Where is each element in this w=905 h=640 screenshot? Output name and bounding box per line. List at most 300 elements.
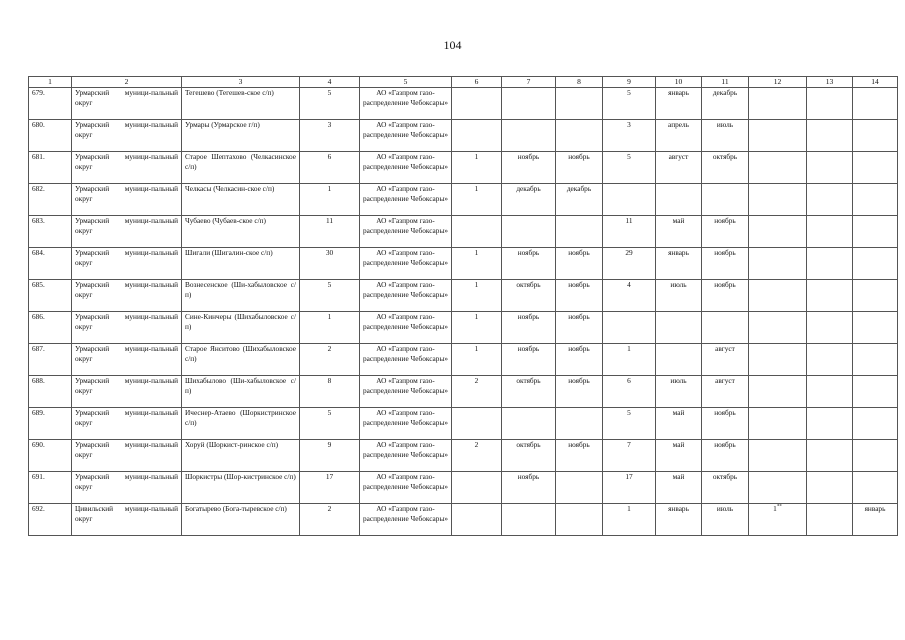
column-number-12: 12	[749, 77, 807, 88]
settlement-cell	[182, 120, 300, 152]
col7-cell	[502, 88, 556, 120]
col13-cell	[807, 88, 853, 120]
col9-cell-text: 3	[627, 120, 631, 129]
col9-cell-text: 7	[627, 440, 631, 449]
district-cell-text: Цивильский муници-пальный округ	[75, 504, 178, 523]
col6-cell-text: 1	[474, 312, 479, 321]
footnote-mark: **	[776, 504, 782, 510]
households-total-cell	[300, 408, 360, 440]
col8-cell	[556, 504, 603, 536]
col13-cell	[807, 344, 853, 376]
col8-cell-text: декабрь	[566, 184, 592, 193]
table-row	[29, 120, 898, 152]
settlement-cell-text: Шигали (Шигалин-ское с/п)	[185, 248, 273, 257]
settlement-cell-text: Тегешево (Тегешев-ское с/п)	[185, 88, 274, 97]
col14-cell	[853, 312, 898, 344]
organization-cell-text: АО «Газпром газо-распределение Чебоксары»	[363, 152, 448, 171]
row-number	[29, 88, 72, 120]
settlement-cell-text: Старое Янситово (Шихабыловское с/п)	[185, 344, 296, 363]
households-total-cell-text: 5	[327, 280, 332, 289]
col6-cell	[452, 184, 502, 216]
col13-cell	[807, 184, 853, 216]
district-cell	[72, 344, 182, 376]
households-total-cell	[300, 280, 360, 312]
district-cell	[72, 312, 182, 344]
col11-cell	[702, 344, 749, 376]
col9-cell-text: 5	[627, 88, 631, 97]
district-cell-text: Урмарский муници-пальный округ	[75, 120, 178, 139]
district-cell-text: Урмарский муници-пальный округ	[75, 312, 178, 331]
table-row	[29, 344, 898, 376]
households-total-cell-text: 3	[327, 120, 332, 129]
households-total-cell-text: 8	[327, 376, 332, 385]
col9-cell-text: 5	[627, 408, 631, 417]
col9-cell	[603, 504, 656, 536]
col11-cell-text: ноябрь	[714, 280, 736, 289]
column-number-row	[29, 77, 898, 88]
settlement-cell	[182, 344, 300, 376]
col8-cell-text: ноябрь	[568, 376, 590, 385]
district-cell	[72, 120, 182, 152]
col8-cell	[556, 376, 603, 408]
col12-cell	[749, 248, 807, 280]
row-number	[29, 344, 72, 376]
col7-cell	[502, 120, 556, 152]
col12-cell	[749, 88, 807, 120]
organization-cell-text: АО «Газпром газо-распределение Чебоксары»	[363, 248, 448, 267]
settlement-cell	[182, 504, 300, 536]
col13-cell	[807, 504, 853, 536]
col6-cell	[452, 504, 502, 536]
table-row	[29, 472, 898, 504]
table-row	[29, 280, 898, 312]
col7-cell	[502, 376, 556, 408]
col14-cell	[853, 472, 898, 504]
col6-cell-text: 1	[474, 280, 479, 289]
col6-cell	[452, 344, 502, 376]
col9-cell	[603, 472, 656, 504]
col9-cell	[603, 120, 656, 152]
organization-cell-text: АО «Газпром газо-распределение Чебоксары»	[363, 440, 448, 459]
col10-cell	[656, 248, 702, 280]
col12-cell	[749, 312, 807, 344]
settlement-cell-text: Вознесенское (Ши-хабыловское с/п)	[185, 280, 296, 299]
col7-cell	[502, 504, 556, 536]
row-number	[29, 216, 72, 248]
col7-cell	[502, 312, 556, 344]
col11-cell	[702, 280, 749, 312]
col10-cell	[656, 120, 702, 152]
col10-cell	[656, 504, 702, 536]
col11-cell-text: ноябрь	[714, 408, 736, 417]
table-row	[29, 88, 898, 120]
col8-cell	[556, 344, 603, 376]
column-number-5: 5	[360, 77, 452, 88]
district-cell-text: Урмарский муници-пальный округ	[75, 376, 178, 395]
col14-cell-text: январь	[864, 504, 886, 513]
households-total-cell-text: 6	[327, 152, 332, 161]
households-total-cell	[300, 120, 360, 152]
col13-cell	[807, 312, 853, 344]
col8-cell	[556, 472, 603, 504]
col8-cell	[556, 152, 603, 184]
col11-cell-text: октябрь	[712, 472, 738, 481]
col6-cell	[452, 312, 502, 344]
households-total-cell-text: 5	[327, 88, 332, 97]
households-total-cell-text: 17	[325, 472, 334, 481]
district-cell	[72, 376, 182, 408]
col6-cell	[452, 216, 502, 248]
col14-cell	[853, 440, 898, 472]
row-number	[29, 120, 72, 152]
table-row	[29, 312, 898, 344]
settlement-cell-text: Сине-Кинчеры (Шихабыловское с/п)	[185, 312, 296, 331]
col7-cell-text: ноябрь	[517, 344, 540, 353]
page-number: 104	[443, 38, 462, 52]
col13-cell	[807, 440, 853, 472]
organization-cell	[360, 88, 452, 120]
col8-cell-text: ноябрь	[568, 440, 590, 449]
col7-cell-text: октябрь	[516, 440, 541, 449]
col11-cell-text: июль	[716, 504, 734, 513]
households-total-cell	[300, 504, 360, 536]
col9-cell	[603, 216, 656, 248]
settlement-cell	[182, 376, 300, 408]
col8-cell	[556, 440, 603, 472]
col6-cell	[452, 120, 502, 152]
organization-cell	[360, 440, 452, 472]
col7-cell	[502, 184, 556, 216]
col11-cell-text: декабрь	[712, 88, 738, 97]
col6-cell-text: 1	[474, 344, 479, 353]
col7-cell-text: октябрь	[516, 376, 541, 385]
col8-cell-text: ноябрь	[568, 344, 590, 353]
district-cell	[72, 216, 182, 248]
col10-cell	[656, 280, 702, 312]
row-number	[29, 472, 72, 504]
col14-cell	[853, 376, 898, 408]
col14-cell	[853, 152, 898, 184]
district-cell-text: Урмарский муници-пальный округ	[75, 344, 178, 363]
table-row	[29, 152, 898, 184]
settlement-cell	[182, 88, 300, 120]
row-number	[29, 504, 72, 536]
row-number-text: 688.	[32, 376, 45, 385]
table-row	[29, 504, 898, 536]
district-cell-text: Урмарский муници-пальный округ	[75, 440, 178, 459]
column-number-4: 4	[300, 77, 360, 88]
gasification-table	[28, 76, 898, 536]
district-cell	[72, 88, 182, 120]
organization-cell-text: АО «Газпром газо-распределение Чебоксары»	[363, 312, 448, 331]
table-row	[29, 408, 898, 440]
col11-cell	[702, 152, 749, 184]
column-number-1: 1	[29, 77, 72, 88]
col14-cell	[853, 280, 898, 312]
row-number-text: 680.	[32, 120, 45, 129]
row-number	[29, 152, 72, 184]
col6-cell-text: 2	[474, 440, 479, 449]
col8-cell-text: ноябрь	[568, 280, 590, 289]
col12-cell	[749, 184, 807, 216]
row-number	[29, 248, 72, 280]
col9-cell-text: 4	[627, 280, 631, 289]
table-body	[29, 88, 898, 536]
col13-cell	[807, 216, 853, 248]
col13-cell	[807, 248, 853, 280]
col11-cell	[702, 88, 749, 120]
column-number-10: 10	[656, 77, 702, 88]
row-number-text: 682.	[32, 184, 45, 193]
column-number-11: 11	[702, 77, 749, 88]
col10-cell-text: июль	[670, 280, 687, 289]
col8-cell	[556, 248, 603, 280]
col7-cell	[502, 472, 556, 504]
settlement-cell	[182, 472, 300, 504]
organization-cell	[360, 504, 452, 536]
col9-cell-text: 5	[627, 152, 631, 161]
row-number	[29, 408, 72, 440]
col7-cell-text: ноябрь	[517, 472, 540, 481]
col12-cell	[749, 440, 807, 472]
col9-cell	[603, 184, 656, 216]
col8-cell	[556, 88, 603, 120]
col11-cell	[702, 376, 749, 408]
organization-cell	[360, 216, 452, 248]
col12-cell	[749, 120, 807, 152]
col9-cell	[603, 440, 656, 472]
organization-cell	[360, 376, 452, 408]
col10-cell-text: январь	[668, 504, 689, 513]
row-number	[29, 280, 72, 312]
settlement-cell-text: Хоруй (Шоркист-ринское с/п)	[185, 440, 279, 449]
column-number-9: 9	[603, 77, 656, 88]
col9-cell-text: 17	[625, 472, 633, 481]
col9-cell	[603, 376, 656, 408]
households-total-cell	[300, 216, 360, 248]
col7-cell	[502, 440, 556, 472]
column-number-13: 13	[807, 77, 853, 88]
organization-cell-text: АО «Газпром газо-распределение Чебоксары»	[363, 184, 448, 203]
row-number-text: 685.	[32, 280, 45, 289]
district-cell-text: Урмарский муници-пальный округ	[75, 152, 178, 171]
col11-cell	[702, 184, 749, 216]
organization-cell-text: АО «Газпром газо-распределение Чебоксары»	[363, 88, 448, 107]
col10-cell	[656, 440, 702, 472]
col12-cell	[749, 280, 807, 312]
organization-cell	[360, 280, 452, 312]
column-number-7: 7	[502, 77, 556, 88]
district-cell	[72, 440, 182, 472]
col9-cell-text: 1	[627, 504, 631, 513]
col8-cell-text: ноябрь	[568, 152, 590, 161]
households-total-cell	[300, 344, 360, 376]
row-number-text: 684.	[32, 248, 45, 257]
households-total-cell	[300, 376, 360, 408]
col14-cell	[853, 184, 898, 216]
col11-cell-text: октябрь	[712, 152, 738, 161]
col7-cell-text: ноябрь	[517, 152, 540, 161]
households-total-cell	[300, 248, 360, 280]
district-cell-text: Урмарский муници-пальный округ	[75, 248, 178, 267]
col10-cell-text: январь	[668, 88, 689, 97]
row-number	[29, 440, 72, 472]
col13-cell	[807, 408, 853, 440]
col10-cell	[656, 88, 702, 120]
col7-cell	[502, 280, 556, 312]
table-row	[29, 440, 898, 472]
col9-cell	[603, 312, 656, 344]
row-number-text: 691.	[32, 472, 45, 481]
col8-cell	[556, 216, 603, 248]
col11-cell-text: август	[715, 344, 735, 353]
settlement-cell	[182, 408, 300, 440]
col10-cell-text: май	[672, 408, 685, 417]
settlement-cell-text: Челкасы (Челкасин-ское с/п)	[185, 184, 275, 193]
households-total-cell	[300, 312, 360, 344]
col10-cell-text: август	[668, 152, 689, 161]
organization-cell	[360, 120, 452, 152]
col12-cell-text: 1	[773, 504, 777, 513]
households-total-cell	[300, 88, 360, 120]
row-number-text: 686.	[32, 312, 45, 321]
col8-cell-text: ноябрь	[568, 248, 590, 257]
district-cell	[72, 184, 182, 216]
col6-cell-text: 1	[474, 184, 479, 193]
row-number	[29, 376, 72, 408]
col11-cell	[702, 504, 749, 536]
organization-cell-text: АО «Газпром газо-распределение Чебоксары»	[363, 280, 448, 299]
col8-cell	[556, 184, 603, 216]
col7-cell	[502, 152, 556, 184]
households-total-cell-text: 2	[327, 344, 332, 353]
col12-cell	[749, 216, 807, 248]
col9-cell-text: 29	[625, 248, 633, 257]
table-row	[29, 248, 898, 280]
table-row	[29, 216, 898, 248]
row-number-text: 692.	[32, 504, 45, 513]
col6-cell-text: 2	[474, 376, 479, 385]
col7-cell	[502, 216, 556, 248]
district-cell	[72, 408, 182, 440]
col8-cell-text: ноябрь	[568, 312, 590, 321]
district-cell	[72, 472, 182, 504]
households-total-cell-text: 11	[325, 216, 334, 225]
col8-cell	[556, 312, 603, 344]
col12-cell	[749, 472, 807, 504]
col11-cell-text: июль	[716, 120, 734, 129]
col10-cell	[656, 152, 702, 184]
organization-cell-text: АО «Газпром газо-распределение Чебоксары»	[363, 120, 448, 139]
col11-cell	[702, 120, 749, 152]
col11-cell-text: ноябрь	[714, 440, 736, 449]
households-total-cell-text: 30	[325, 248, 334, 257]
district-cell-text: Урмарский муници-пальный округ	[75, 216, 178, 235]
col12-cell	[749, 376, 807, 408]
col10-cell-text: май	[672, 440, 685, 449]
col9-cell	[603, 248, 656, 280]
col10-cell	[656, 184, 702, 216]
col6-cell-text: 1	[474, 152, 479, 161]
col10-cell	[656, 216, 702, 248]
col10-cell-text: июль	[670, 376, 687, 385]
row-number-text: 683.	[32, 216, 45, 225]
col11-cell	[702, 312, 749, 344]
settlement-cell-text: Старое Шептахово (Челкасинское с/п)	[185, 152, 296, 171]
households-total-cell-text: 5	[327, 408, 332, 417]
col10-cell-text: май	[672, 472, 685, 481]
col6-cell	[452, 440, 502, 472]
district-cell-text: Урмарский муници-пальный округ	[75, 472, 178, 491]
organization-cell	[360, 408, 452, 440]
col14-cell	[853, 120, 898, 152]
row-number-text: 689.	[32, 408, 45, 417]
organization-cell-text: АО «Газпром газо-распределение Чебоксары»	[363, 216, 448, 235]
households-total-cell	[300, 440, 360, 472]
col11-cell-text: август	[715, 376, 735, 385]
settlement-cell	[182, 152, 300, 184]
col8-cell	[556, 408, 603, 440]
col13-cell	[807, 376, 853, 408]
col13-cell	[807, 472, 853, 504]
col6-cell	[452, 376, 502, 408]
table-row	[29, 184, 898, 216]
households-total-cell	[300, 152, 360, 184]
table-row	[29, 376, 898, 408]
col11-cell	[702, 248, 749, 280]
row-number	[29, 312, 72, 344]
organization-cell-text: АО «Газпром газо-распределение Чебоксары»	[363, 472, 448, 491]
households-total-cell-text: 2	[327, 504, 332, 513]
district-cell-text: Урмарский муници-пальный округ	[75, 184, 178, 203]
col6-cell	[452, 88, 502, 120]
col14-cell	[853, 88, 898, 120]
organization-cell-text: АО «Газпром газо-распределение Чебоксары»	[363, 376, 448, 395]
col8-cell	[556, 120, 603, 152]
col9-cell-text: 1	[627, 344, 631, 353]
col10-cell-text: январь	[668, 248, 689, 257]
col9-cell	[603, 88, 656, 120]
col11-cell-text: ноябрь	[714, 248, 736, 257]
col14-cell	[853, 248, 898, 280]
col6-cell	[452, 248, 502, 280]
column-number-2: 2	[72, 77, 182, 88]
col13-cell	[807, 280, 853, 312]
col14-cell	[853, 504, 898, 536]
district-cell-text: Урмарский муници-пальный округ	[75, 280, 178, 299]
col10-cell	[656, 376, 702, 408]
column-number-3: 3	[182, 77, 300, 88]
organization-cell	[360, 184, 452, 216]
row-number-text: 679.	[32, 88, 45, 97]
col11-cell	[702, 408, 749, 440]
organization-cell	[360, 312, 452, 344]
col6-cell	[452, 408, 502, 440]
col10-cell	[656, 472, 702, 504]
col7-cell-text: ноябрь	[517, 312, 540, 321]
district-cell	[72, 152, 182, 184]
col9-cell-text: 6	[627, 376, 631, 385]
settlement-cell-text: Урмары (Урмарское г/п)	[185, 120, 260, 129]
district-cell	[72, 248, 182, 280]
col8-cell	[556, 280, 603, 312]
col9-cell	[603, 280, 656, 312]
col9-cell-text: 11	[625, 216, 633, 225]
col6-cell	[452, 472, 502, 504]
col7-cell-text: декабрь	[516, 184, 541, 193]
col7-cell	[502, 408, 556, 440]
row-number-text: 687.	[32, 344, 45, 353]
